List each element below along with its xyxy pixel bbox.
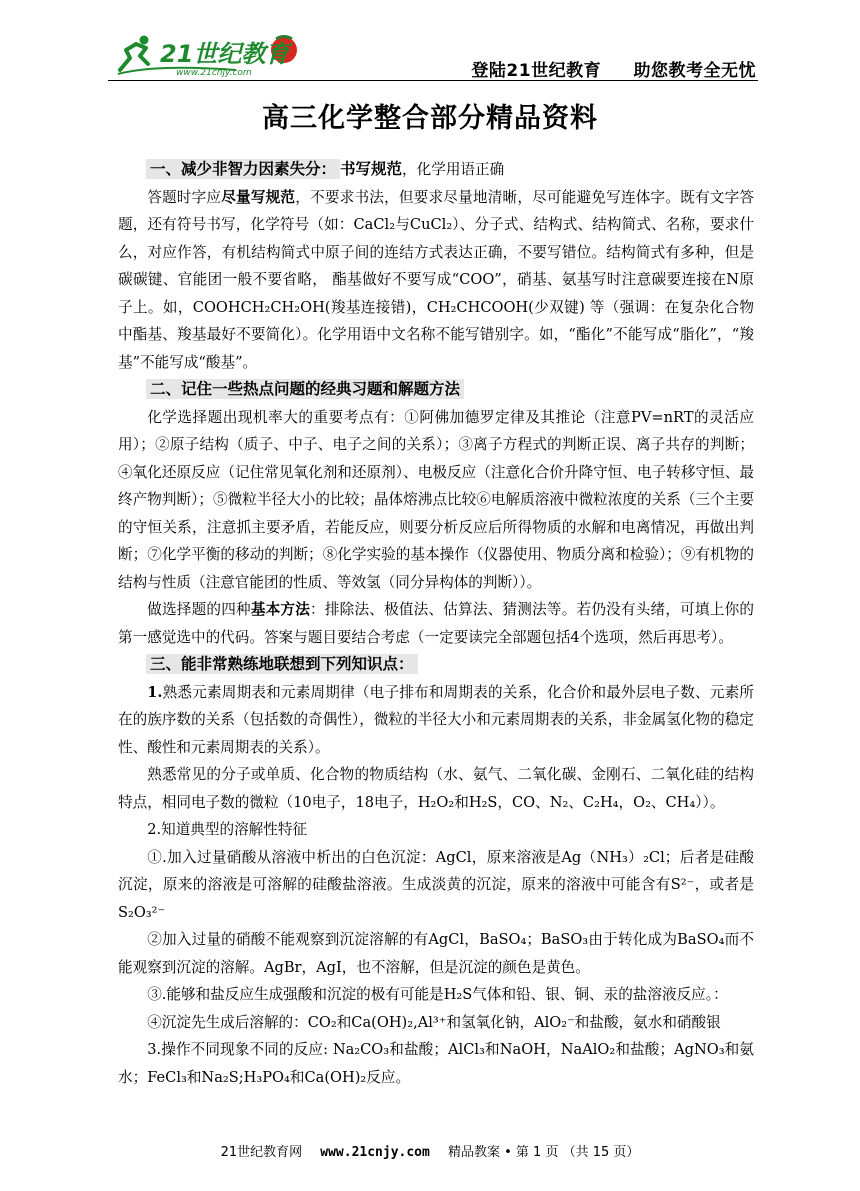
logo-runner-icon <box>116 34 306 78</box>
header-divider <box>108 80 758 81</box>
section-3-paragraph-5: ②加入过量的硝酸不能观察到沉淀溶解的有AgCl，BaSO₄；BaSO₃由于转化成为BaSO₄而不能观察到沉淀的溶解。AgBr，AgI，也不溶解，但是沉淀的颜色是黄色。 <box>118 931 754 976</box>
logo-text: 21世纪教育 <box>160 40 290 68</box>
section-3-paragraph-4: ①.加入过量硝酸从溶液中析出的白色沉淀：AgCl，原来溶液是Ag（NH₃）₂Cl；后者是硅酸沉淀，原来的溶液是可溶解的硅酸盐溶液。生成淡黄的沉淀，原来的溶液中可能含有S²⁻，或者是S₂O₃²⁻ <box>118 848 754 921</box>
footer-page-info: 精品教案 • 第 1 页 （共 15 页） <box>447 1145 640 1160</box>
section-1-paragraph: 答题时字应尽量写规范，不要求书法，但要求尽量地清晰，尽可能避免写连体字。既有文字答题，还有符号书写，化学符号（如：CaCl₂与CuCl₂）、分子式、结构式、结构简式、名称，要求什么，对应作答，有机结构简式中原子间的连结方式表达正确，不要写错位。结构简式有多种，但是碳碳键、官能团一般不要省略， 酯基做好不要写成“COO”，硝基、氨基写时注意碳要连接在N原子上。如，COOHCH₂CH₂OH(羧基连接错)，CH₂CHCOOH(少双键) 等（强调：在复杂化合物中酯基、羧基最好不要简化）。化学用语中文名称不能写错别字。如，“酯化”不能写成“脂化”，“羧基”不能写成“酸基”。 <box>118 188 754 371</box>
header-slogan <box>445 56 756 81</box>
section-3-paragraph-7: ④沉淀先生成后溶解的：CO₂和Ca(OH)₂,Al³⁺和氢氧化钠，AlO₂⁻和盐酸，氨水和硝酸银 <box>147 1013 721 1031</box>
slogan-login: 登陆21世纪教育 <box>471 61 602 81</box>
section-3-paragraph-3: 2.知道典型的溶解性特征 <box>147 821 308 838</box>
section-3-paragraph-1: 1.熟悉元素周期表和元素周期律（电子排布和周期表的关系，化合价和最外层电子数、元素所在的族序数的关系（包括数的奇偶性），微粒的半径大小和元素周期表的关系，非金属氢化物的稳定性、酸性和元素周期表的关系）。 <box>118 683 754 756</box>
document-body <box>118 156 754 1091</box>
section-3-paragraph-2: 熟悉常见的分子或单质、化合物的物质结构（水、氨气、二氧化碳、金刚石、二氧化硅的结构特点，相同电子数的微粒（10电子，18电子，H₂O₂和H₂S，CO、N₂、C₂H₄，O₂、CH₄））。 <box>118 766 754 811</box>
section-3-paragraph-8: 3.操作不同现象不同的反应: Na₂CO₃和盐酸；AlCl₃和NaOH，NaAlO₂和盐酸；AgNO₃和氨水；FeCl₃和Na₂S;H₃PO₄和Ca(OH)₂反应。 <box>118 1041 754 1086</box>
section-1-heading: 一、减少非智力因素失分： 书写规范，化学用语正确 <box>118 156 754 184</box>
section-3-paragraph-6: ③.能够和盐反应生成强酸和沉淀的极有可能是H₂S气体和铅、银、铜、汞的盐溶液反应。： <box>147 986 728 1003</box>
footer-site: 21世纪教育网 <box>220 1145 303 1160</box>
document-title: 高三化学整合部分精品资料 <box>262 103 598 134</box>
footer-url[interactable]: www.21cnjy.com <box>320 1145 430 1160</box>
logo-url: www.21cnjy.com <box>176 68 252 78</box>
site-logo[interactable] <box>116 34 306 78</box>
section-3-heading: 三、能非常熟练地联想到下列知识点： <box>118 651 754 679</box>
section-2-paragraph-2: 做选择题的四种基本方法：排除法、极值法、估算法、猜测法等。若仍没有头绪，可填上你的第一感觉选中的代码。答案与题目要结合考虑（一定要读完全部题包括4个选项，然后再思考）。 <box>118 601 754 646</box>
slogan-help: 助您教考全无忧 <box>633 61 756 81</box>
section-2-paragraph-1: 化学选择题出现机率大的重要考点有：①阿佛加德罗定律及其推论（注意PV=nRT的灵活应用）；②原子结构（质子、中子、电子之间的关系）；③离子方程式的判断正误、离子共存的判断；④氧化还原反应（记住常见氧化剂和还原剂）、电极反应（注意化合价升降守恒、电子转移守恒、最终产物判断）；⑤微粒半径大小的比较；晶体熔沸点比较⑥电解质溶液中微粒浓度的关系（三个主要的守恒关系，注意抓主要矛盾，若能反应，则要分析反应后所得物质的水解和电离情况，再做出判断；⑦化学平衡的移动的判断；⑧化学实验的基本操作（仪器使用、物质分离和检验）；⑨有机物的结构与性质（注意官能团的性质、等效氢（同分异构体的判断））。 <box>118 408 754 591</box>
section-2-heading: 二、记住一些热点问题的经典习题和解题方法 <box>118 376 754 404</box>
page-footer <box>0 1141 860 1160</box>
page-header <box>108 30 758 82</box>
